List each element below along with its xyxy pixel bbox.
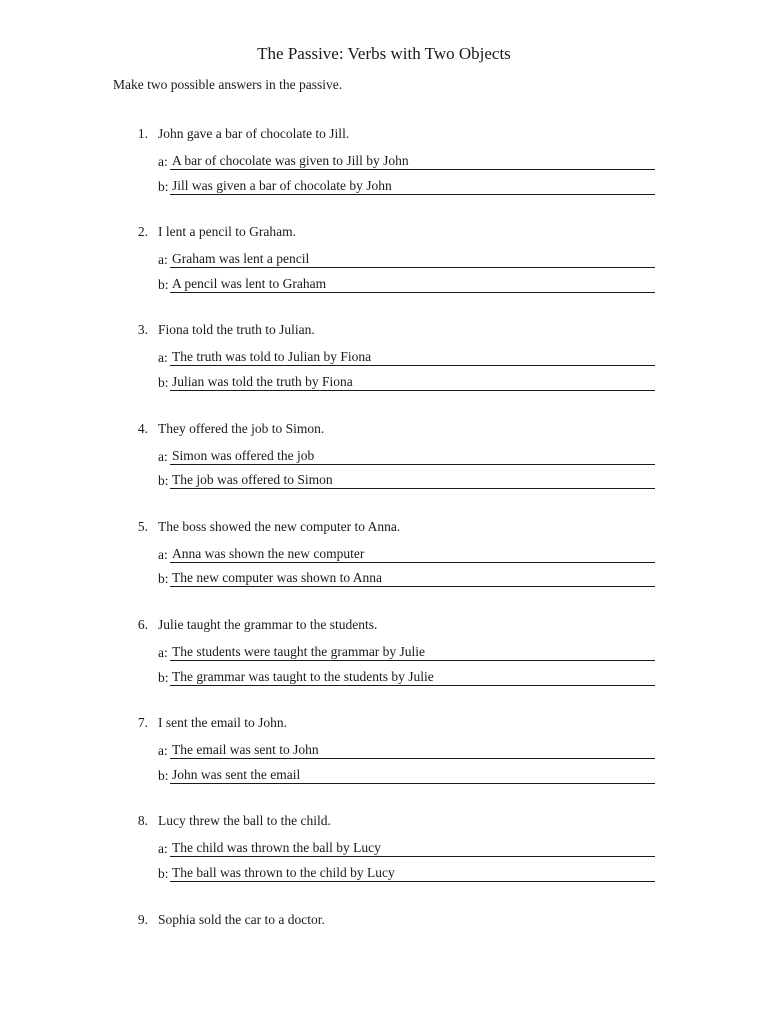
exercise-number: 8. xyxy=(137,813,148,829)
exercise-item xyxy=(0,615,768,713)
answer-row-b xyxy=(0,369,768,394)
exercise-item xyxy=(0,517,768,615)
answer-field-a[interactable]: The students were taught the grammar by Julie xyxy=(170,643,655,661)
exercise-question xyxy=(0,517,768,537)
answer-row-b xyxy=(0,565,768,590)
exercise-prompt: I sent the email to John. xyxy=(158,715,287,731)
answer-label-b: b: xyxy=(158,374,169,390)
page-title: The Passive: Verbs with Two Objects xyxy=(257,44,511,63)
answer-label-a: a: xyxy=(158,252,168,268)
answer-row-a xyxy=(0,639,768,664)
answer-label-a: a: xyxy=(158,743,168,759)
answer-field-b[interactable]: John was sent the email xyxy=(170,766,655,784)
exercise-prompt: I lent a pencil to Graham. xyxy=(158,224,296,240)
answer-field-a[interactable]: Graham was lent a pencil xyxy=(170,250,655,268)
answer-row-a xyxy=(0,148,768,173)
exercise-prompt: Fiona told the truth to Julian. xyxy=(158,322,315,338)
exercise-item xyxy=(0,320,768,418)
answer-field-b[interactable]: The job was offered to Simon xyxy=(170,471,655,489)
exercise-number: 4. xyxy=(137,420,148,436)
answer-row-b xyxy=(0,762,768,787)
exercise-prompt: Lucy threw the ball to the child. xyxy=(158,813,331,829)
exercise-question xyxy=(0,811,768,831)
instructions-text: Make two possible answers in the passive. xyxy=(113,77,343,92)
answer-field-b[interactable]: The new computer was shown to Anna xyxy=(170,569,655,587)
answer-row-a xyxy=(0,344,768,369)
answer-field-b[interactable]: Jill was given a bar of chocolate by John xyxy=(170,177,655,195)
answer-row-b xyxy=(0,173,768,198)
exercise-number: 1. xyxy=(137,126,148,141)
answer-label-a: a: xyxy=(158,546,168,562)
answer-label-a: a: xyxy=(158,644,168,660)
exercise-question xyxy=(0,713,768,733)
exercise-question xyxy=(0,320,768,340)
exercise-question xyxy=(0,910,768,930)
exercise-item xyxy=(0,811,768,909)
exercise-list xyxy=(0,124,768,1008)
answer-label-a: a: xyxy=(158,350,168,366)
exercise-number: 3. xyxy=(137,322,148,338)
exercise-question xyxy=(0,615,768,635)
answer-field-a[interactable]: Anna was shown the new computer xyxy=(170,545,655,563)
answer-row-a xyxy=(0,737,768,762)
answer-label-b: b: xyxy=(158,669,169,685)
exercise-item xyxy=(0,419,768,517)
answer-label-b: b: xyxy=(158,865,169,881)
exercise-question xyxy=(0,124,768,144)
answer-field-a[interactable]: The truth was told to Julian by Fiona xyxy=(170,348,655,366)
answer-row-a xyxy=(0,443,768,468)
answer-field-a[interactable]: Simon was offered the job xyxy=(170,447,655,465)
answer-label-a: a: xyxy=(158,841,168,857)
answer-field-a[interactable]: The email was sent to John xyxy=(170,741,655,759)
exercise-item xyxy=(0,713,768,811)
exercise-number: 7. xyxy=(137,715,148,731)
exercise-prompt: John gave a bar of chocolate to Jill. xyxy=(158,126,350,141)
answer-row-b xyxy=(0,271,768,296)
answer-row-a xyxy=(0,541,768,566)
answer-field-b[interactable]: A pencil was lent to Graham xyxy=(170,275,655,293)
answer-label-b: b: xyxy=(158,276,169,292)
answer-field-a[interactable]: The child was thrown the ball by Lucy xyxy=(170,839,655,857)
exercise-item xyxy=(0,124,768,222)
answer-field-b[interactable]: Julian was told the truth by Fiona xyxy=(170,373,655,391)
answer-field-b[interactable]: The grammar was taught to the students by Julie xyxy=(170,668,655,686)
answer-row-b xyxy=(0,860,768,885)
answer-label-a: a: xyxy=(158,154,168,169)
exercise-prompt: Sophia sold the car to a doctor. xyxy=(158,911,325,927)
answer-row-b xyxy=(0,467,768,492)
answer-row-a xyxy=(0,246,768,271)
exercise-question xyxy=(0,222,768,242)
answer-label-b: b: xyxy=(158,767,169,783)
exercise-prompt: They offered the job to Simon. xyxy=(158,420,325,436)
exercise-item xyxy=(0,910,768,1008)
exercise-number: 6. xyxy=(137,616,148,632)
exercise-number: 2. xyxy=(137,224,148,240)
exercise-prompt: Julie taught the grammar to the students. xyxy=(158,616,378,632)
exercise-item xyxy=(0,222,768,320)
answer-label-b: b: xyxy=(158,178,169,194)
answer-row-a xyxy=(0,835,768,860)
exercise-number: 5. xyxy=(137,518,148,534)
answer-label-b: b: xyxy=(158,571,169,587)
exercise-question xyxy=(0,419,768,439)
answer-label-b: b: xyxy=(158,473,169,489)
exercise-number: 9. xyxy=(137,911,148,927)
exercise-prompt: The boss showed the new computer to Anna. xyxy=(158,518,401,534)
answer-row-b xyxy=(0,664,768,689)
answer-field-a[interactable]: A bar of chocolate was given to Jill by John xyxy=(170,152,655,170)
answer-field-b[interactable]: The ball was thrown to the child by Lucy xyxy=(170,864,655,882)
answer-label-a: a: xyxy=(158,448,168,464)
